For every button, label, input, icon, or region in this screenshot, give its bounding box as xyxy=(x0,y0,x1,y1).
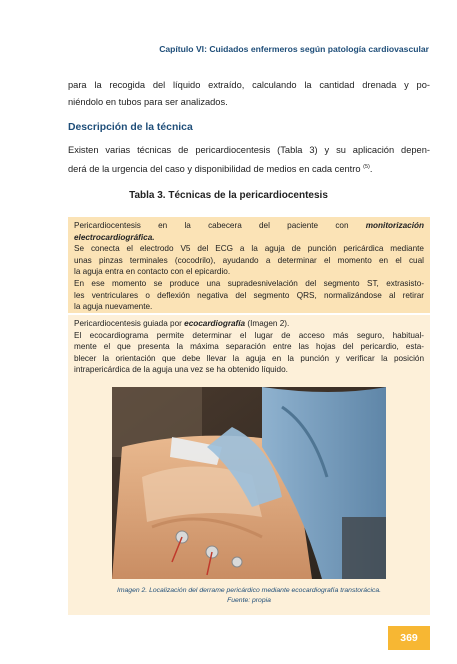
figure-caption xyxy=(68,586,430,606)
text-line-content: derá de la urgencia del caso y disponibilidad de medios en cada centro xyxy=(68,164,361,175)
row-intro-tail: (Imagen 2). xyxy=(245,319,290,328)
row-text-line: En ese momento se produce una supradesnivelación del segmento ST, extrasisto- xyxy=(74,278,424,288)
row-text-line: blecer la orientación que debe llevar la aguja en la punción y verificar la posición xyxy=(74,353,424,363)
text-line xyxy=(68,159,430,178)
row-text-line: unas pinzas terminales (cocodrilo), ayudando a determinar el momento en el cual xyxy=(74,255,424,265)
table-title: Tabla 3. Técnicas de la pericardiocentesis xyxy=(129,190,328,201)
section-heading: Descripción de la técnica xyxy=(68,122,193,133)
row-intro-line xyxy=(74,318,424,330)
row-text-line: El ecocardiograma permite determinar el lugar de acceso más seguro, habitual- xyxy=(74,330,424,340)
intro-paragraph xyxy=(68,77,430,111)
row-intro-emph: ecocardiografía xyxy=(184,319,246,328)
row-text-line: la aguja entra en contacto con el epicardio. xyxy=(74,267,231,277)
running-header: Capítulo VI: Cuidados enfermeros según patología cardiovascular xyxy=(159,44,429,54)
row-intro-plain: Pericardiocentesis en la cabecera del paciente con xyxy=(74,221,366,230)
text-line: Existen varias técnicas de pericardiocentesis (Tabla 3) y su aplicación depen- xyxy=(68,145,430,155)
row-text-line: Se conecta el electrodo V5 del ECG a la aguja de punción pericárdica mediante xyxy=(74,244,424,254)
row-intro-plain: Pericardiocentesis guiada por xyxy=(74,319,185,328)
caption-source: Fuente: propia xyxy=(227,597,271,604)
table-row-ecg xyxy=(68,217,430,313)
caption-text: Imagen 2. Localización del derrame pericárdico mediante ecocardiografía transtorácica. xyxy=(116,587,382,594)
row-text-line: mente el que presenta la máxima separación entre las hojas del pericardio, esta- xyxy=(74,342,424,352)
procedure-photo xyxy=(112,387,386,579)
text-line-end: . xyxy=(369,164,373,175)
reference-superscript: (5) xyxy=(363,164,370,170)
row-text-line: la aguja nuevamente. xyxy=(74,302,153,312)
row-intro-emph-2: electrocardiográfica. xyxy=(74,232,155,242)
page-number-badge: 369 xyxy=(388,626,430,650)
row-intro-emph: monitorización xyxy=(365,221,424,230)
text-line: para la recogida del líquido extraído, calculando la cantidad drenada y po- xyxy=(68,80,430,90)
text-line: niéndolo en tubos para ser analizados. xyxy=(68,97,228,107)
row-intro-line xyxy=(74,220,424,232)
row-text-line: intrapericárdica de la aguja una vez se ha obtenido líquido. xyxy=(74,365,288,375)
body-paragraph xyxy=(68,142,430,178)
row-text-line: les ventriculares o deflexión negativa del segmento QRS, normalizándose al retirar xyxy=(74,290,424,300)
row-intro-line-2 xyxy=(74,232,424,244)
